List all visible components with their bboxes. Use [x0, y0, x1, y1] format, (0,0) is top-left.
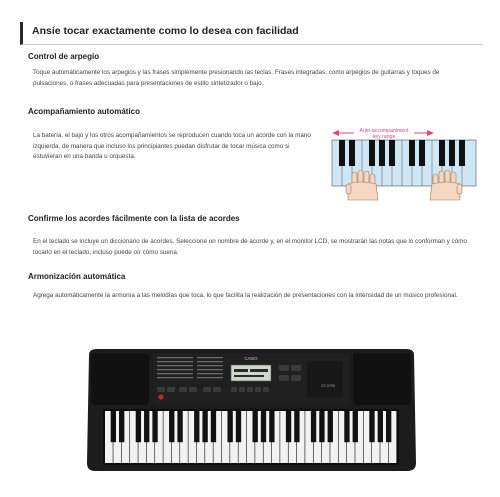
model-label: CT-X700 — [321, 384, 336, 388]
page-title: Ansíe tocar exactamente como lo desea con facilidad — [32, 25, 299, 37]
black-key — [177, 411, 182, 442]
black-key — [136, 411, 141, 442]
accompaniment-illustration — [330, 126, 478, 202]
black-key — [119, 411, 124, 442]
black-key — [344, 411, 349, 442]
black-key — [236, 411, 241, 442]
black-key — [211, 411, 216, 442]
brand-logo: CASIO — [244, 356, 258, 361]
black-key — [227, 411, 232, 442]
section-heading-auto-accompaniment: Acompañamiento automático — [28, 107, 141, 116]
keyboard-hands-graphic — [330, 126, 478, 202]
black-key — [378, 411, 383, 442]
black-key — [369, 411, 374, 442]
svg-text:key range: key range — [372, 134, 396, 140]
black-key — [328, 411, 333, 442]
section-heading-auto-harmonize: Armonización automática — [28, 272, 126, 281]
lcd-display — [231, 365, 271, 381]
keyboard-product-image — [85, 345, 418, 475]
black-key — [286, 411, 291, 442]
section-heading-arpeggio: Control de arpegio — [28, 52, 100, 61]
left-speaker — [91, 353, 149, 405]
black-key — [111, 411, 116, 442]
black-key — [152, 411, 157, 442]
black-key — [194, 411, 199, 442]
black-key — [386, 411, 391, 442]
black-key — [202, 411, 207, 442]
section-body-auto-accompaniment: La batería, el bajo y los otros acompañamientos se reproducen cuando toca un acorde con la mano izquierda, de manera que incluso los principiantes puedan disfrutar de tocar música como si estuvieran en una banda u orquesta. — [33, 132, 311, 160]
section-heading-chord-list: Confirme los acordes fácilmente con la lista de acordes — [28, 214, 240, 223]
black-key — [269, 411, 274, 442]
black-key — [311, 411, 316, 442]
power-indicator — [158, 394, 163, 399]
section-body-chord-list: En el teclado se incluye un diccionario de acordes. Seleccione un nombre de acorde y, en el monitor LCD, se mostrarán las notas que lo conforman y cómo tocarlo en el teclado, incluso puede oír cómo suena. — [33, 238, 467, 256]
black-key — [253, 411, 258, 442]
black-key — [144, 411, 149, 442]
black-key — [169, 411, 174, 442]
section-body-auto-harmonize: Agrega automáticamente la armonía a las melodías que toca, lo que facilita la realización de presentaciones con la intensidad de un músico profesional. — [33, 292, 458, 299]
black-key — [353, 411, 358, 442]
black-key — [261, 411, 266, 442]
casio-keyboard-photo — [85, 345, 418, 475]
page-header — [20, 22, 483, 45]
section-body-arpeggio: Toque automáticamente los arpegios y las frases simplemente presionando las teclas. Frases integradas, como arpegios de guitarras y toques de pulsaciones, o frases adecuadas para presentaciones de estilo sintetizador o bajo. — [33, 69, 440, 87]
right-speaker — [353, 353, 411, 405]
black-key — [319, 411, 324, 442]
black-key — [294, 411, 299, 442]
svg-text:Auto-accompaniment: Auto-accompaniment — [359, 128, 409, 134]
